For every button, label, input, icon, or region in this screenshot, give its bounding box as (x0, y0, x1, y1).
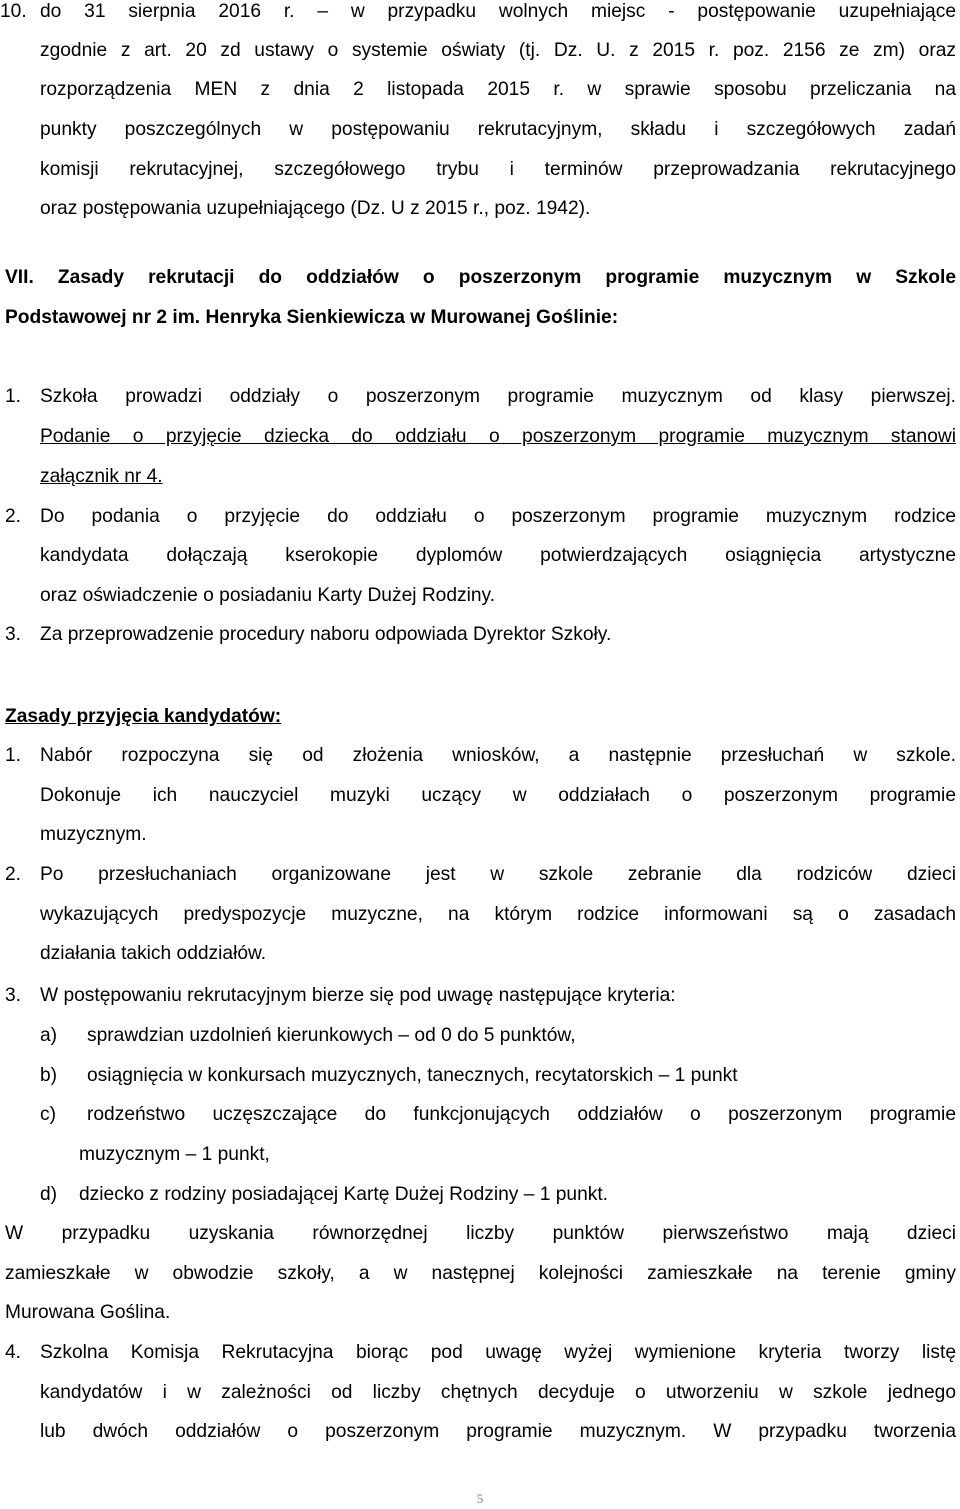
section-vii-item-1-line-3: załącznik nr 4. (40, 466, 163, 487)
admission-item-4-number: 4. (5, 1342, 22, 1363)
section-vii-item-3-number: 3. (5, 624, 22, 645)
section-vii-heading-line-1: VII. Zasady rekrutacji do oddziałów o poszerzonym programie muzycznym w Szkole (5, 267, 956, 288)
admission-heading: Zasady przyjęcia kandydatów: (5, 706, 282, 727)
criterion-a-letter: a) (40, 1025, 58, 1046)
admission-item-1-line-3: muzycznym. (40, 824, 147, 845)
page-number: 5 (476, 1491, 484, 1506)
admission-item-3-line-1: W postępowaniu rekrutacyjnym bierze się pod uwagę następujące kryteria: (40, 985, 676, 1006)
criterion-b-letter: b) (40, 1065, 58, 1086)
criterion-d-text: dziecko z rodziny posiadającej Kartę Dużej Rodziny – 1 punkt. (79, 1184, 609, 1205)
criterion-c-text-line-2: muzycznym – 1 punkt, (79, 1144, 270, 1165)
section-vii-item-2-number: 2. (5, 506, 22, 527)
criterion-b-text: osiągnięcia w konkursach muzycznych, tanecznych, recytatorskich – 1 punkt (87, 1065, 738, 1086)
tie-breaker-line-1: W przypadku uzyskania równorzędnej liczby punktów pierwszeństwo mają dzieci (5, 1223, 956, 1244)
admission-item-2-line-3: działania takich oddziałów. (40, 943, 267, 964)
tie-breaker-line-2: zamieszkałe w obwodzie szkoły, a w następnej kolejności zamieszkałe na terenie gminy (5, 1263, 956, 1284)
admission-item-1-line-1: Nabór rozpoczyna się od złożenia wniosków, a następnie przesłuchań w szkole. (40, 745, 956, 766)
section-vii-heading-line-2: Podstawowej nr 2 im. Henryka Sienkiewicza w Murowanej Goślinie: (5, 307, 619, 328)
item-10-line-2: zgodnie z art. 20 zd ustawy o systemie oświaty (tj. Dz. U. z 2015 r. poz. 2156 ze zm) oraz (40, 40, 956, 61)
admission-item-4-line-2: kandydatów i w zależności od liczby chętnych decyduje o utworzeniu w szkole jednego (40, 1382, 956, 1403)
criterion-c-letter: c) (40, 1104, 56, 1125)
criterion-c-text-line-1: rodzeństwo uczęszczające do funkcjonujących oddziałów o poszerzonym programie (87, 1104, 956, 1125)
criterion-a-text: sprawdzian uzdolnień kierunkowych – od 0 do 5 punktów, (87, 1025, 576, 1046)
item-10-line-1: do 31 sierpnia 2016 r. – w przypadku wolnych miejsc - postępowanie uzupełniające (40, 1, 956, 22)
item-10-line-5: komisji rekrutacyjnej, szczegółowego trybu i terminów przeprowadzania rekrutacyjnego (40, 159, 956, 180)
criterion-d-letter: d) (40, 1184, 58, 1205)
item-10-number: 10. (0, 1, 27, 22)
admission-item-1-line-2: Dokonuje ich nauczyciel muzyki uczący w oddziałach o poszerzonym programie (40, 785, 956, 806)
section-vii-item-3-line-1: Za przeprowadzenie procedury naboru odpowiada Dyrektor Szkoły. (40, 624, 612, 645)
admission-item-2-number: 2. (5, 864, 22, 885)
item-10-line-3: rozporządzenia MEN z dnia 2 listopada 2015 r. w sprawie sposobu przeliczania na (40, 79, 956, 100)
item-10-line-6: oraz postępowania uzupełniającego (Dz. U z 2015 r., poz. 1942). (40, 198, 591, 219)
admission-item-4-line-1: Szkolna Komisja Rekrutacyjna biorąc pod uwagę wyżej wymienione kryteria tworzy listę (40, 1342, 956, 1363)
admission-item-1-number: 1. (5, 745, 22, 766)
admission-item-2-line-2: wykazujących predyspozycje muzyczne, na którym rodzice informowani są o zasadach (40, 904, 956, 925)
tie-breaker-line-3: Murowana Goślina. (5, 1302, 171, 1323)
section-vii-item-2-line-3: oraz oświadczenie o posiadaniu Karty Dużej Rodziny. (40, 585, 496, 606)
item-10-line-4: punkty poszczególnych w postępowaniu rekrutacyjnym, składu i szczegółowych zadań (40, 119, 956, 140)
section-vii-item-1-line-1: Szkoła prowadzi oddziały o poszerzonym programie muzycznym od klasy pierwszej. (40, 386, 956, 407)
section-vii-item-2-line-1: Do podania o przyjęcie do oddziału o poszerzonym programie muzycznym rodzice (40, 506, 956, 527)
admission-item-3-number: 3. (5, 985, 22, 1006)
admission-item-4-line-3: lub dwóch oddziałów o poszerzonym programie muzycznym. W przypadku tworzenia (40, 1421, 956, 1442)
section-vii-item-1-line-2: Podanie o przyjęcie dziecka do oddziału o poszerzonym programie muzycznym stanowi (40, 426, 956, 447)
section-vii-item-2-line-2: kandydata dołączają kserokopie dyplomów potwierdzających osiągnięcia artystyczne (40, 545, 956, 566)
section-vii-item-1-number: 1. (5, 386, 22, 407)
admission-item-2-line-1: Po przesłuchaniach organizowane jest w szkole zebranie dla rodziców dzieci (40, 864, 956, 885)
